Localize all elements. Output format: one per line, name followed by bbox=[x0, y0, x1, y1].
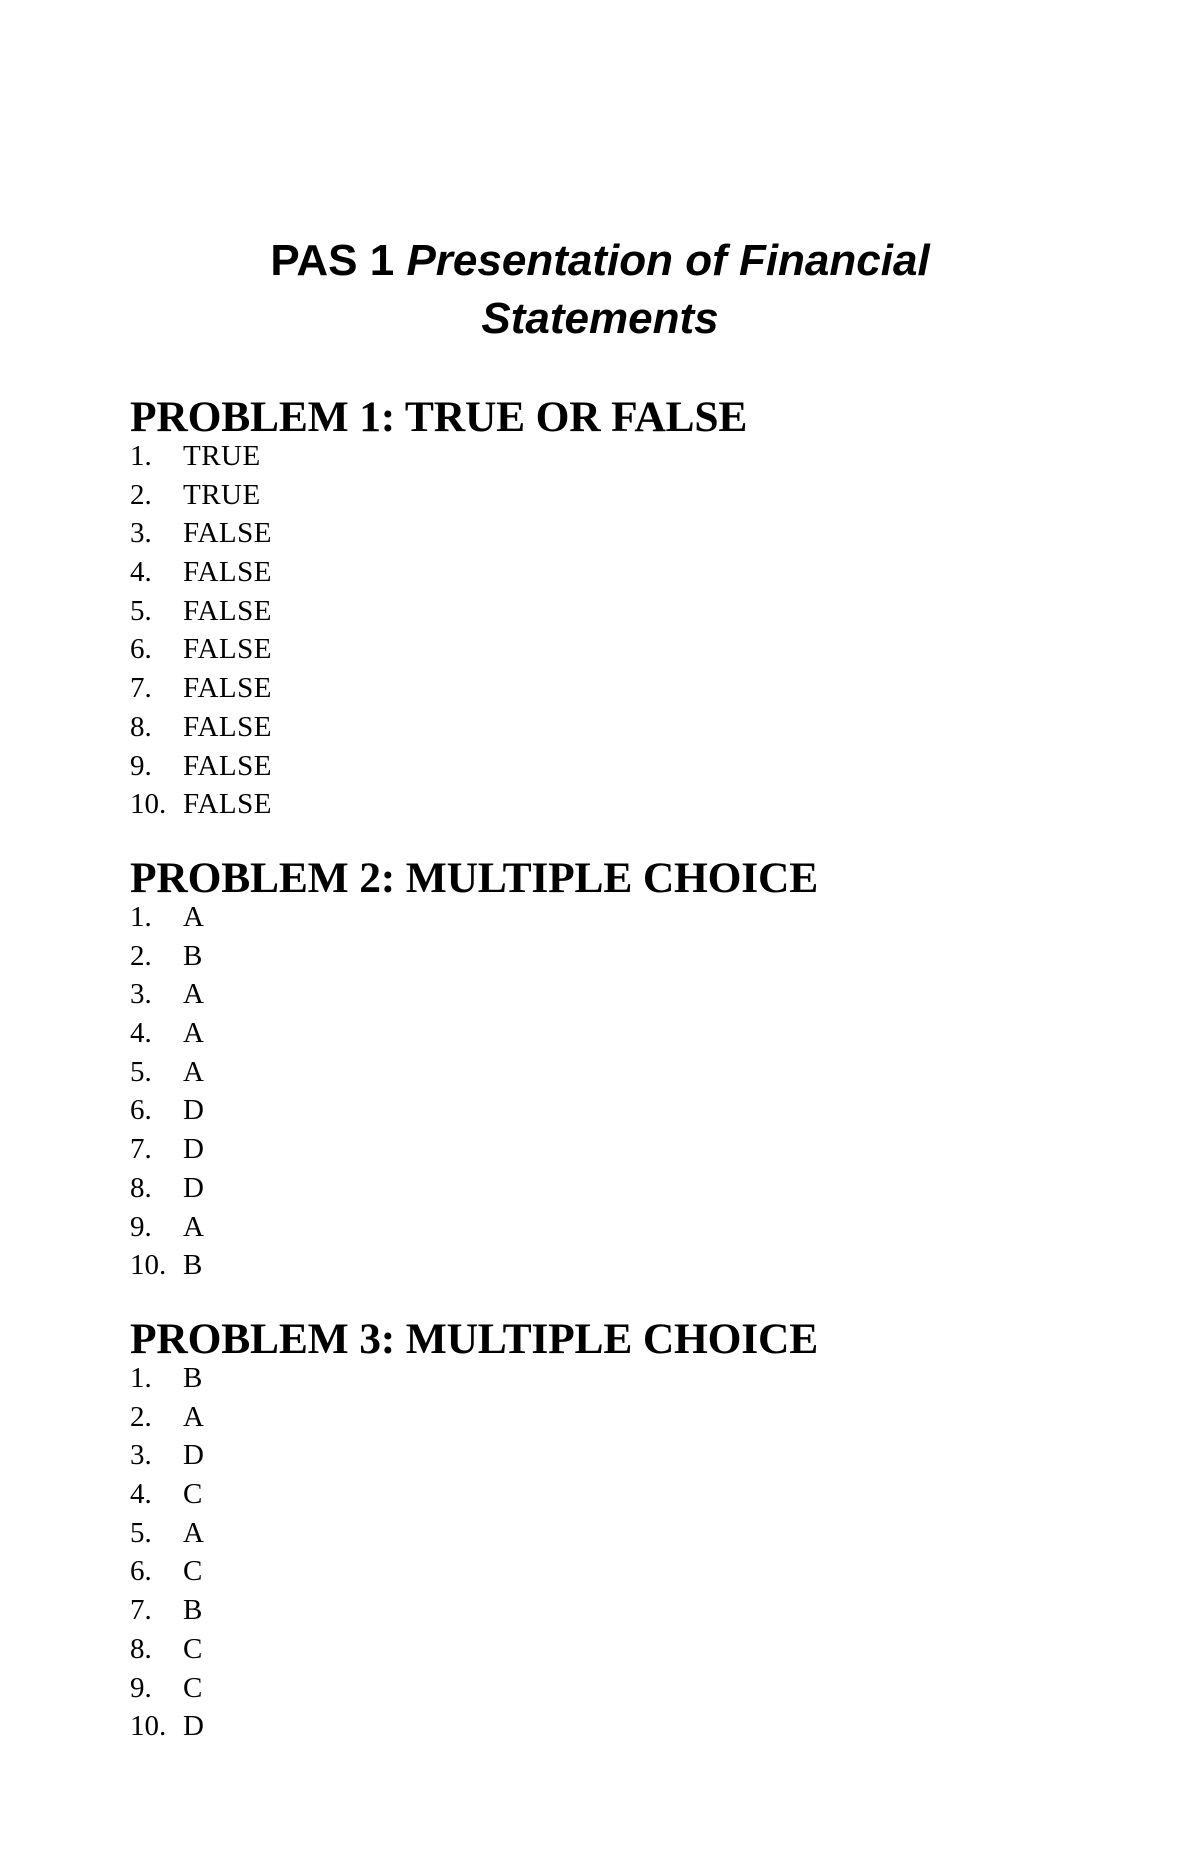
answer-value: D bbox=[183, 1094, 205, 1127]
answer-number: 6. bbox=[130, 1555, 152, 1588]
answer-number: 1. bbox=[130, 1362, 152, 1394]
answer-value: TRUE bbox=[183, 478, 261, 511]
answer-number: 4. bbox=[130, 1017, 152, 1050]
problem-heading: PROBLEM 3: MULTIPLE CHOICE bbox=[130, 1315, 819, 1363]
answer-item bbox=[130, 1398, 1030, 1437]
answer-item bbox=[130, 1169, 1030, 1208]
answer-list bbox=[130, 898, 1030, 1285]
answer-number: 7. bbox=[130, 1594, 152, 1627]
answer-number: 9. bbox=[130, 1671, 152, 1704]
answer-item bbox=[130, 1630, 1030, 1669]
answer-item bbox=[130, 898, 1030, 937]
problem-heading: PROBLEM 2: MULTIPLE CHOICE bbox=[130, 854, 819, 902]
answer-item bbox=[130, 708, 1030, 747]
problem-section-2 bbox=[130, 854, 1030, 1285]
answer-value: D bbox=[183, 1133, 205, 1166]
answer-value: B bbox=[183, 939, 203, 972]
answer-item bbox=[130, 514, 1030, 553]
answer-number: 10. bbox=[130, 1710, 167, 1743]
answer-number: 1. bbox=[130, 440, 152, 472]
answer-value: FALSE bbox=[183, 749, 272, 782]
answer-value: A bbox=[183, 1400, 205, 1433]
answer-item bbox=[130, 1707, 1030, 1746]
title-prefix: PAS 1 bbox=[270, 236, 395, 285]
answer-value: D bbox=[183, 1710, 205, 1743]
answer-value: B bbox=[183, 1362, 203, 1394]
answer-value: FALSE bbox=[183, 556, 272, 589]
answer-value: A bbox=[183, 901, 205, 933]
answer-item bbox=[130, 937, 1030, 976]
answer-value: B bbox=[183, 1594, 203, 1627]
answer-value: FALSE bbox=[183, 517, 272, 550]
answer-number: 6. bbox=[130, 1094, 152, 1127]
answer-value: B bbox=[183, 1249, 203, 1282]
problem-section-1 bbox=[130, 393, 1030, 824]
answer-value: TRUE bbox=[183, 440, 261, 472]
answer-number: 3. bbox=[130, 1439, 152, 1472]
answer-value: A bbox=[183, 1210, 205, 1243]
answer-value: FALSE bbox=[183, 788, 272, 821]
answer-number: 1. bbox=[130, 901, 152, 933]
answer-number: 7. bbox=[130, 672, 152, 705]
problem-heading: PROBLEM 1: TRUE OR FALSE bbox=[130, 393, 748, 441]
answer-number: 8. bbox=[130, 710, 152, 743]
answer-number: 7. bbox=[130, 1133, 152, 1166]
answer-item bbox=[130, 1091, 1030, 1130]
answer-number: 4. bbox=[130, 1478, 152, 1511]
answer-value: A bbox=[183, 978, 205, 1011]
answer-value: C bbox=[183, 1478, 203, 1511]
answer-value: A bbox=[183, 1055, 205, 1088]
answer-number: 8. bbox=[130, 1632, 152, 1665]
answer-number: 10. bbox=[130, 788, 167, 821]
answer-item bbox=[130, 747, 1030, 786]
answer-item bbox=[130, 1514, 1030, 1553]
answer-number: 4. bbox=[130, 556, 152, 589]
answer-number: 2. bbox=[130, 939, 152, 972]
answer-number: 5. bbox=[130, 594, 152, 627]
answer-number: 6. bbox=[130, 633, 152, 666]
title-line-2: Statements bbox=[481, 294, 719, 343]
answer-item bbox=[130, 669, 1030, 708]
title-line-1: Presentation of Financial bbox=[406, 236, 930, 285]
answer-value: FALSE bbox=[183, 672, 272, 705]
page-title bbox=[0, 232, 1200, 348]
answer-number: 10. bbox=[130, 1249, 167, 1282]
problem-section-3 bbox=[130, 1315, 1030, 1746]
answer-number: 3. bbox=[130, 978, 152, 1011]
answer-value: C bbox=[183, 1671, 203, 1704]
answer-number: 5. bbox=[130, 1516, 152, 1549]
answer-value: D bbox=[183, 1171, 205, 1204]
answer-number: 2. bbox=[130, 1400, 152, 1433]
answer-item bbox=[130, 476, 1030, 515]
answer-number: 9. bbox=[130, 1210, 152, 1243]
answer-value: FALSE bbox=[183, 594, 272, 627]
answer-item bbox=[130, 1552, 1030, 1591]
answer-number: 9. bbox=[130, 749, 152, 782]
answer-number: 3. bbox=[130, 517, 152, 550]
answer-value: A bbox=[183, 1017, 205, 1050]
answer-value: C bbox=[183, 1555, 203, 1588]
answer-item bbox=[130, 1669, 1030, 1708]
answer-list bbox=[130, 1359, 1030, 1746]
answer-item bbox=[130, 1591, 1030, 1630]
answer-item bbox=[130, 1130, 1030, 1169]
answer-item bbox=[130, 1208, 1030, 1247]
answer-number: 2. bbox=[130, 478, 152, 511]
answer-item bbox=[130, 785, 1030, 824]
answer-number: 5. bbox=[130, 1055, 152, 1088]
answer-item bbox=[130, 592, 1030, 631]
answer-item bbox=[130, 1359, 1030, 1398]
answer-value: D bbox=[183, 1439, 205, 1472]
answer-item bbox=[130, 437, 1030, 476]
answer-value: FALSE bbox=[183, 710, 272, 743]
answer-item bbox=[130, 1475, 1030, 1514]
answer-value: C bbox=[183, 1632, 203, 1665]
answer-item bbox=[130, 630, 1030, 669]
answer-item bbox=[130, 1053, 1030, 1092]
answer-item bbox=[130, 1014, 1030, 1053]
answer-item bbox=[130, 1246, 1030, 1285]
answer-number: 8. bbox=[130, 1171, 152, 1204]
answer-value: FALSE bbox=[183, 633, 272, 666]
answer-item bbox=[130, 1436, 1030, 1475]
answer-value: A bbox=[183, 1516, 205, 1549]
answer-item bbox=[130, 975, 1030, 1014]
answer-item bbox=[130, 553, 1030, 592]
answer-list bbox=[130, 437, 1030, 824]
